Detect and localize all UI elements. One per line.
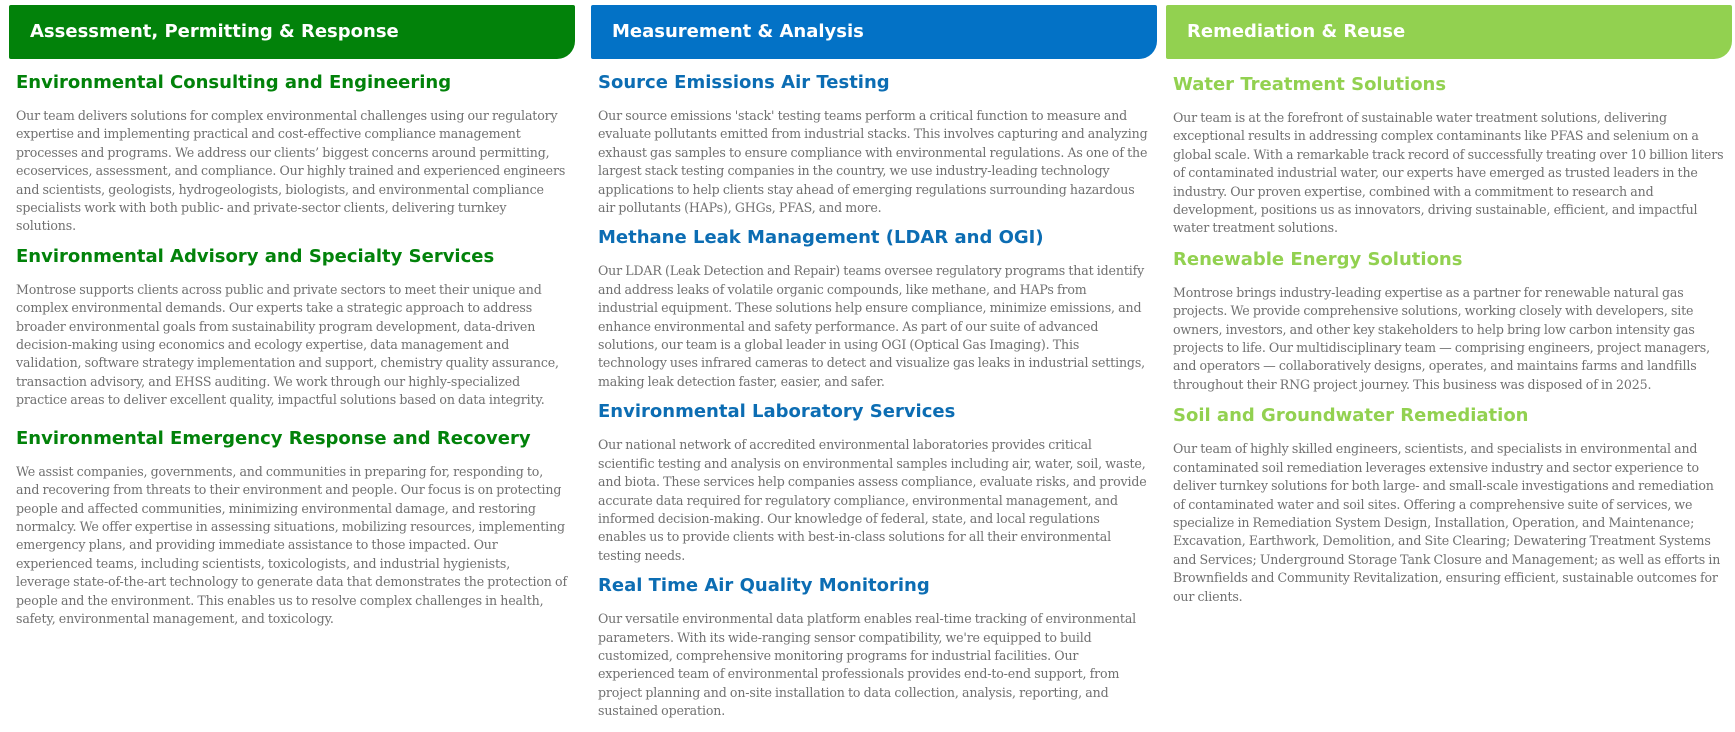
section-body: Our team is at the forefront of sustainable water treatment solutions, delivering exceptional results in addressing complex contaminants like PFAS and selenium on a global scale. With a remarkable track record of successfully treating over 10 billion liters of contaminated industrial water, our experts have emerged as trusted leaders in the industry. Our proven expertise, combined with a commitment to research and development, positions us as innovators, driving sustainable, efficient, and impactful water treatment solutions.: [1173, 110, 1724, 236]
service-section-water-treatment: [1166, 73, 1732, 238]
section-body: Montrose supports clients across public and private sectors to meet their unique and complex environmental demands. Our experts take a strategic approach to address broader environmental goals from sustainability program development, data-driven decision-making using economics and ecology expertise, data management and validation, software strategy implementation and support, chemistry quality assurance, transaction advisory, and EHSS auditing. We work through our highly-specialized practice areas to deliver excellent quality, impactful solutions based on data integrity.: [16, 281, 559, 408]
section-title: Source Emissions Air Testing: [598, 72, 890, 93]
section-body: Our team of highly skilled engineers, scientists, and specialists in environmental and contaminated soil remediation leverages extensive industry and sector experience to deliver turnkey solutions for both large- and small-scale investigations and remediation of contaminated water and soil sites. Offering a comprehensive suite of services, we specialize in Remediation System Design, Installation, Operation, and Maintenance; Excavation, Earthwork, Demolition, and Site Clearing; Dewatering Treatment Systems and Services; Underground Storage Tank Closure and Management; as well as efforts in Brownfields and Community Revitalization, ensuring efficient, sustainable outcomes for our clients.: [1173, 441, 1721, 604]
service-section-source-emissions: [591, 71, 1157, 217]
section-body: Our team delivers solutions for complex environmental challenges using our regulatory expertise and implementing practical and cost-effective compliance management processes and programs. We address our clients’ biggest concerns around permitting, ecoservices, assessment, and compliance. Our highly trained and experienced engineers and scientists, geologists, hydrogeologists, biologists, and environmental compliance specialists work with both public- and private-sector clients, delivering turnkey solutions.: [16, 108, 566, 234]
section-body: Our source emissions 'stack' testing teams perform a critical function to measure and evaluate pollutants emitted from industrial stacks. This involves capturing and analyzing exhaust gas samples to ensure compliance with environmental regulations. As one of the largest stack testing companies in the country, we use industry-leading technology applications to help clients stay ahead of emerging regulations surrounding hazardous air pollutants (HAPs), GHGs, PFAS, and more.: [598, 108, 1148, 216]
section-title: Water Treatment Solutions: [1173, 74, 1447, 95]
column-assessment-permitting-response: [9, 5, 575, 628]
section-title: Environmental Advisory and Specialty Services: [16, 245, 495, 267]
section-title: Environmental Consulting and Engineering: [16, 72, 452, 93]
section-body: Our LDAR (Leak Detection and Repair) teams oversee regulatory programs that identify and address leaks of volatile organic compounds, like methane, and HAPs from industrial equipment. These solutions help ensure compliance, minimize emissions, and enhance environmental and safety performance. As part of our suite of advanced solutions, our team is a global leader in using OGI (Optical Gas Imaging). This technology uses infrared cameras to detect and visualize gas leaks in industrial settings, making leak detection faster, easier, and safer.: [598, 263, 1146, 389]
section-body: Montrose brings industry-leading expertise as a partner for renewable natural gas projects. We provide comprehensive solutions, working closely with developers, site owners, investors, and other key stakeholders to help bring low carbon intensity gas projects to life. Our multidisciplinary team — comprising engineers, project managers, and operators — collaboratively designs, operates, and maintains farms and landfills throughout their RNG project journey. This business was disposed of in 2025.: [1173, 284, 1710, 392]
section-body: We assist companies, governments, and communities in preparing for, responding to, and recovering from threats to their environment and people. Our focus is on protecting people and affected communities, minimizing environmental damage, and restoring normalcy. We offer expertise in assessing situations, mobilizing resources, implementing emergency plans, and providing immediate assistance to those impacted. Our experienced teams, including scientists, toxicologists, and industrial hygienists, leverage state-of-the-art technology to generate data that demonstrates the protection of people and the environment. This enables us to resolve complex challenges in health, safety, environmental management, and toxicology.: [16, 463, 567, 626]
section-title: Soil and Groundwater Remediation: [1173, 405, 1529, 427]
section-title: Renewable Energy Solutions: [1173, 248, 1463, 270]
section-title: Environmental Laboratory Services: [598, 401, 956, 423]
column-banner: Assessment, Permitting & Response: [9, 5, 575, 59]
column-banner: Measurement & Analysis: [591, 5, 1157, 59]
section-title: Environmental Emergency Response and Recovery: [16, 427, 531, 449]
service-section-methane-leak: [591, 226, 1157, 391]
column-banner: Remediation & Reuse: [1166, 5, 1732, 59]
service-section-advisory-specialty: [9, 245, 575, 410]
service-section-consulting-engineering: [9, 71, 575, 236]
service-section-renewable-energy: [1166, 248, 1732, 394]
column-measurement-analysis: [591, 5, 1157, 721]
section-body: Our versatile environmental data platform enables real-time tracking of environmental parameters. With its wide-ranging sensor compatibility, we're equipped to build customized, comprehensive monitoring programs for industrial facilities. Our experienced team of environmental professionals provides end-to-end support, from project planning and on-site installation to data collection, analysis, reporting, and sustained operation.: [598, 611, 1137, 719]
section-title: Real Time Air Quality Monitoring: [598, 575, 930, 597]
service-section-soil-groundwater: [1166, 404, 1732, 606]
service-section-laboratory: [591, 400, 1157, 565]
section-body: Our national network of accredited environmental laboratories provides critical scientific testing and analysis on environmental samples including air, water, soil, waste, and biota. These services help companies assess compliance, evaluate risks, and provide accurate data required for regulatory compliance, environmental management, and informed decision-making. Our knowledge of federal, state, and local regulations enables us to provide clients with best-in-class solutions for all their environmental testing needs.: [598, 437, 1147, 563]
section-title: Methane Leak Management (LDAR and OGI): [598, 227, 1044, 249]
service-section-emergency-response: [9, 427, 575, 629]
service-section-air-quality-monitoring: [591, 574, 1157, 720]
column-remediation-reuse: [1166, 5, 1732, 606]
